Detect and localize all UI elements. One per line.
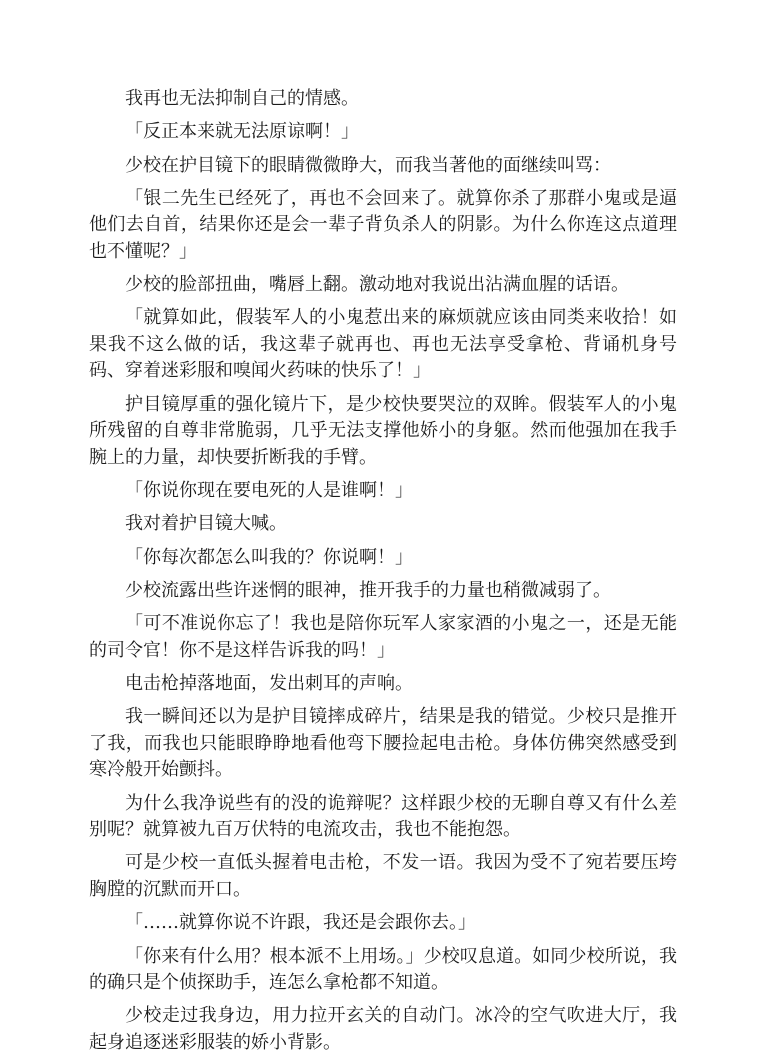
paragraph: 「你来有什么用？根本派不上用场。」少校叹息道。如同少校所说，我的确只是个侦探助手，连怎么拿枪都不知道。 <box>89 945 677 994</box>
paragraph: 「……就算你说不许跟，我还是会跟你去。」 <box>125 912 476 934</box>
paragraph: 可是少校一直低头握着电击枪，不发一语。我因为受不了宛若要压垮胸膛的沉默而开口。 <box>89 852 677 900</box>
paragraph: 少校走过我身边，用力拉开玄关的自动门。冰冷的空气吹进大厅，我起身追逐迷彩服装的娇小背影。 <box>89 1005 677 1053</box>
paragraph: 我再也无法抑制自己的情感。 <box>125 88 359 109</box>
paragraph: 「反正本来就无法原谅啊！」 <box>125 121 359 143</box>
paragraph: 「银二先生已经死了，再也不会回来了。就算你杀了那群小鬼或是逼他们去自首，结果你还是会一辈子背负杀人的阴影。为什么你连这点道理也不懂呢？」 <box>89 187 677 262</box>
paragraph: 少校流露出些许迷惘的眼神，推开我手的力量也稍微减弱了。 <box>125 579 611 601</box>
paragraph: 为什么我净说些有的没的诡辩呢？这样跟少校的无聊自尊又有什么差别呢？就算被九百万伏特的电流攻击，我也不能抱怨。 <box>89 792 677 841</box>
paragraph: 「你说你现在要电死的人是谁啊！」 <box>125 480 413 502</box>
paragraph: 我一瞬间还以为是护目镜摔成碎片，结果是我的错觉。少校只是推开了我，而我也只能眼睁睁地看他弯下腰捡起电击枪。身体仿佛突然感受到寒冷般开始颤抖。 <box>89 706 677 781</box>
paragraph: 「就算如此，假装军人的小鬼惹出来的麻烦就应该由同类来收拾！如果我不这么做的话，我这辈子就再也、再也无法享受拿枪、背诵机身号码、穿着迷彩服和嗅闻火药味的快乐了！」 <box>89 307 677 382</box>
page-text <box>89 86 677 1063</box>
paragraph: 护目镜厚重的强化镜片下，是少校快要哭泣的双眸。假装军人的小鬼所残留的自尊非常脆弱，几乎无法支撑他娇小的身躯。然而他强加在我手腕上的力量，却快要折断我的手臂。 <box>89 393 677 468</box>
paragraph: 少校的脸部扭曲，嘴唇上翻。激动地对我说出沾满血腥的话语。 <box>125 274 629 296</box>
paragraph: 少校在护目镜下的眼睛微微睁大，而我当著他的面继续叫骂： <box>125 154 611 176</box>
paragraph: 「可不准说你忘了！我也是陪你玩军人家家酒的小鬼之一，还是无能的司令官！你不是这样告诉我的吗！」 <box>89 613 677 661</box>
paragraph: 电击枪掉落地面，发出刺耳的声响。 <box>125 673 413 695</box>
paragraph: 「你每次都怎么叫我的？你说啊！」 <box>125 546 413 568</box>
paragraph: 我对着护目镜大喊。 <box>125 513 287 535</box>
